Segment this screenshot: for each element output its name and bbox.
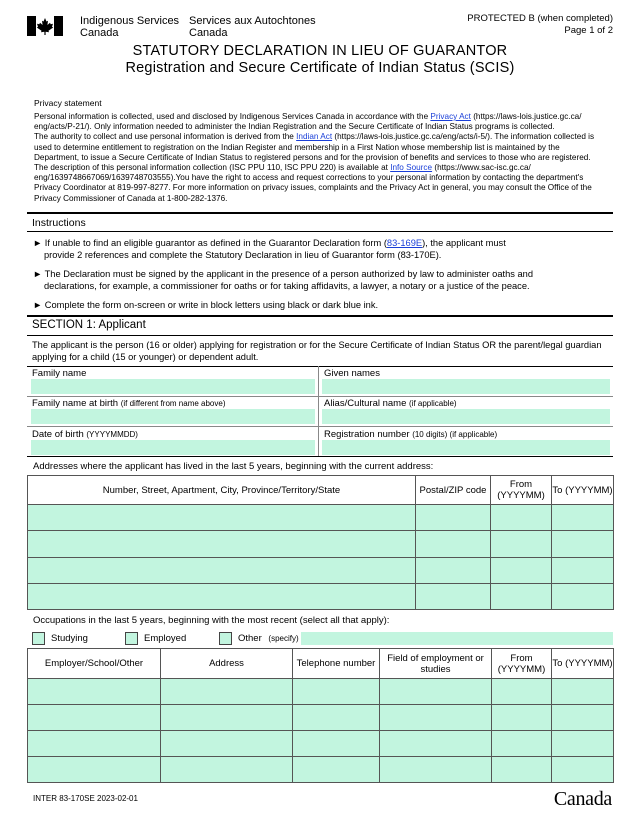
col-field: Field of employment or studies (380, 649, 492, 679)
from-cell[interactable] (492, 705, 552, 731)
col-to: To (YYYYMM) (552, 476, 614, 505)
address-cell[interactable] (161, 705, 293, 731)
field-separator (318, 366, 319, 456)
table-row (28, 558, 614, 584)
addresses-table (27, 475, 614, 610)
canada-wordmark: Canada (553, 788, 612, 810)
divider (27, 456, 613, 457)
to-cell[interactable] (552, 705, 614, 731)
family-name-birth-input[interactable] (31, 409, 315, 424)
col-telephone: Telephone number (293, 649, 380, 679)
to-cell[interactable] (552, 558, 614, 584)
postal-cell[interactable] (416, 558, 491, 584)
classification-block (467, 13, 613, 37)
table-row (28, 731, 614, 757)
registration-number-label: Registration number (10 digits) (if applicable) (324, 429, 498, 440)
divider (27, 315, 613, 317)
divider (27, 335, 613, 336)
to-cell[interactable] (552, 731, 614, 757)
given-names-label: Given names (324, 368, 380, 379)
department-name-fr: Services aux Autochtones Canada (189, 15, 316, 39)
col-employer: Employer/School/Other (28, 649, 161, 679)
divider (27, 366, 613, 367)
occupations-header-row (28, 649, 614, 679)
instructions-heading: Instructions (32, 217, 86, 229)
protected-label: PROTECTED B (when completed) (467, 13, 613, 24)
page-number: Page 1 of 2 (564, 25, 613, 36)
form-identifier: INTER 83-170SE 2023-02-01 (33, 794, 138, 803)
dob-label: Date of birth (YYYYMMDD) (32, 429, 138, 440)
table-row (28, 679, 614, 705)
employed-option[interactable]: Employed (125, 632, 186, 645)
divider (27, 212, 613, 214)
from-cell[interactable] (491, 505, 552, 531)
instruction-1: ► If unable to find an eligible guarantor as defined in the Guarantor Declaration form (83-169E), the applicant must provide 2 references and complete the Statutory Declaration in lieu of Guarantor form (83-170E). (33, 238, 506, 260)
field-cell[interactable] (380, 705, 492, 731)
from-cell[interactable] (492, 757, 552, 783)
from-cell[interactable] (492, 731, 552, 757)
to-cell[interactable] (552, 505, 614, 531)
given-names-input[interactable] (322, 379, 610, 394)
addresses-label: Addresses where the applicant has lived in the last 5 years, beginning with the current address: (33, 461, 434, 472)
col-occ-to: To (YYYYMM) (552, 649, 614, 679)
canada-flag-icon (27, 16, 63, 36)
address-cell[interactable] (28, 505, 416, 531)
employer-cell[interactable] (28, 705, 161, 731)
from-cell[interactable] (491, 584, 552, 610)
occupations-table (27, 648, 614, 783)
other-option[interactable]: Other (specify) (219, 632, 299, 645)
instruction-3: ► Complete the form on-screen or write in block letters using black or dark blue ink. (33, 300, 379, 310)
other-checkbox[interactable] (219, 632, 232, 645)
info-source-link[interactable]: Info Source (390, 163, 433, 173)
field-cell[interactable] (380, 731, 492, 757)
postal-cell[interactable] (416, 584, 491, 610)
studying-option[interactable]: Studying (32, 632, 88, 645)
instruction-2: ► The Declaration must be signed by the applicant in the presence of a person authorized by law to administer oaths and declarations, for example, a commissioner for oaths or for taking affidavits, a lawyer, a notary or a justice of the peace. (33, 269, 534, 291)
alias-label: Alias/Cultural name (if applicable) (324, 398, 457, 409)
address-cell[interactable] (161, 679, 293, 705)
studying-checkbox[interactable] (32, 632, 45, 645)
telephone-cell[interactable] (293, 705, 380, 731)
telephone-cell[interactable] (293, 731, 380, 757)
privacy-statement: Personal information is collected, used and disclosed by Indigenous Services Canada in accordance with the Privacy Act (https://laws-lois.justice.gc.ca/ eng/acts/P-21/). Only information needed to administer the Indian Registration and the Secure Certificate of Indian Status programs is collected. The authority to collect and use personal information is derived from the Indian Act (https://laws-lois.justice.gc.ca/eng/acts/i-5/). The information collected is used to determine entitlement to registration on the Indian Register and membership in a First Nation whose membership list is maintained by the Department, to issue a Secure Certificate of Indian Status to registered persons and for the provision of benefits and services to those who are registered. The description of this personal information collection (ISC PPU 110, ISC PPU 220) is available at Info Source (https://www.sac-isc.gc.ca/ eng/1639748667069/1639748703555).You have the right to access and request corrections to your personal information by contacting the department's Privacy Coordinator at 819-997-8277. For more information on privacy issues, complaints and the Privacy Act in general, you may consult the Office of the Privacy Commissioner of Canada at 1-800-282-1376. (34, 112, 595, 203)
col-from: From (YYYYMM) (491, 476, 552, 505)
other-specify-input[interactable] (301, 632, 613, 645)
to-cell[interactable] (552, 531, 614, 558)
indian-act-link[interactable]: Indian Act (296, 132, 333, 142)
table-row (28, 757, 614, 783)
from-cell[interactable] (491, 558, 552, 584)
field-cell[interactable] (380, 757, 492, 783)
privacy-act-link[interactable]: Privacy Act (430, 112, 471, 121)
section1-description: The applicant is the person (16 or older) applying for registration or for the Secure Certificate of Indian Status OR the parent/legal guardian applying for a child (15 or younger) or dependent adult. (32, 340, 602, 362)
employed-checkbox[interactable] (125, 632, 138, 645)
postal-cell[interactable] (416, 505, 491, 531)
address-cell[interactable] (161, 731, 293, 757)
address-cell[interactable] (28, 531, 416, 558)
privacy-heading: Privacy statement (34, 98, 102, 108)
family-name-label: Family name (32, 368, 87, 379)
registration-number-input[interactable] (322, 440, 610, 455)
col-address: Number, Street, Apartment, City, Province/Territory/State (28, 476, 416, 505)
employer-cell[interactable] (28, 731, 161, 757)
table-row (28, 531, 614, 558)
field-cell[interactable] (380, 679, 492, 705)
address-cell[interactable] (28, 558, 416, 584)
col-occ-from: From (YYYYMM) (492, 649, 552, 679)
col-occ-address: Address (161, 649, 293, 679)
divider (27, 231, 613, 232)
telephone-cell[interactable] (293, 679, 380, 705)
section1-heading: SECTION 1: Applicant (32, 319, 146, 331)
guarantor-form-link[interactable]: 83-169E (386, 238, 423, 248)
table-row (28, 705, 614, 731)
page-title: STATUTORY DECLARATION IN LIEU OF GUARANTOR Registration and Secure Certificate of Indian Status (SCIS) (125, 43, 515, 76)
employer-cell[interactable] (28, 757, 161, 783)
telephone-cell[interactable] (293, 757, 380, 783)
postal-cell[interactable] (416, 531, 491, 558)
to-cell[interactable] (552, 679, 614, 705)
department-name-en: Indigenous Services Canada (80, 15, 180, 39)
alias-input[interactable] (322, 409, 610, 424)
from-cell[interactable] (491, 531, 552, 558)
employer-cell[interactable] (28, 679, 161, 705)
family-name-input[interactable] (31, 379, 315, 394)
address-cell[interactable] (161, 757, 293, 783)
to-cell[interactable] (552, 584, 614, 610)
table-row (28, 505, 614, 531)
family-name-birth-label: Family name at birth (if different from name above) (32, 398, 226, 409)
occupations-label: Occupations in the last 5 years, beginning with the most recent (select all that apply): (33, 615, 390, 626)
to-cell[interactable] (552, 757, 614, 783)
col-postal: Postal/ZIP code (416, 476, 491, 505)
addresses-header-row (28, 476, 614, 505)
divider (27, 396, 613, 397)
from-cell[interactable] (492, 679, 552, 705)
divider (27, 426, 613, 427)
dob-input[interactable] (31, 440, 315, 455)
table-row (28, 584, 614, 610)
address-cell[interactable] (28, 584, 416, 610)
